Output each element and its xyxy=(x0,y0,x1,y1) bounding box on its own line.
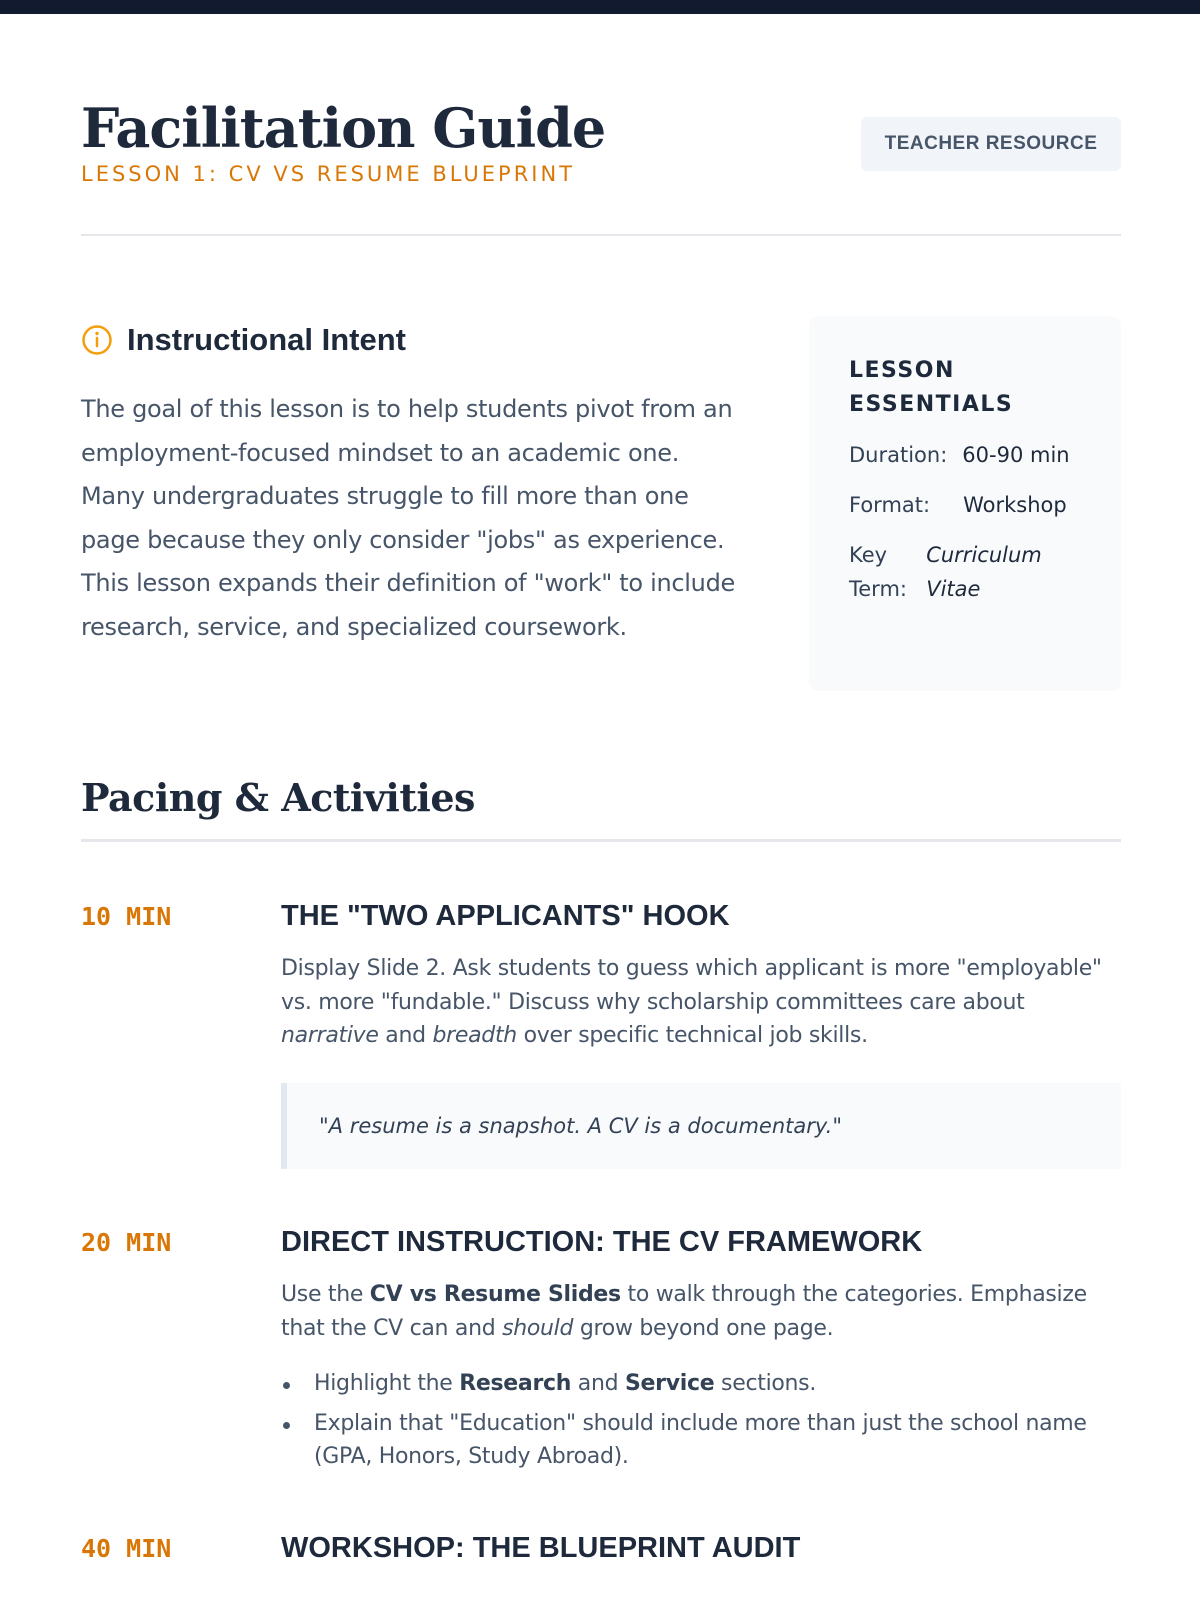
page-header xyxy=(81,96,1121,236)
activity-time: 20 MIN xyxy=(81,1228,172,1257)
duration-label: Duration: xyxy=(849,443,948,467)
duration-row xyxy=(849,438,1081,472)
description-text: over specific technical job skills. xyxy=(516,1023,868,1048)
activity-content xyxy=(281,1528,1121,1568)
key-term-value: Curriculum Vitae xyxy=(926,543,1042,601)
activity-title: WORKSHOP: THE BLUEPRINT AUDIT xyxy=(281,1532,801,1564)
essentials-title: LESSON ESSENTIALS xyxy=(849,358,1014,417)
pacing-title: Pacing & Activities xyxy=(81,775,475,820)
pacing-divider xyxy=(81,839,1121,842)
activity-bullet-list xyxy=(281,1367,1121,1474)
description-text: Display Slide 2. Ask students to guess which applicant is more "employable" vs. more "fundable." Discuss why scholarship committees care about xyxy=(281,956,1102,1015)
duration-value: 60-90 min xyxy=(962,443,1070,467)
intent-title: Instructional Intent xyxy=(127,322,406,357)
teacher-resource-badge: TEACHER RESOURCE xyxy=(861,117,1121,171)
bullet-strong: Service xyxy=(625,1371,715,1396)
emphasis-narrative: narrative xyxy=(281,1023,379,1048)
bullet-strong: Research xyxy=(459,1371,572,1396)
list-item: Explain that "Education" should include more than just the school name (GPA, Honors, Study Abroad). xyxy=(281,1407,1121,1474)
intent-body: The goal of this lesson is to help students pivot from an employment-focused mindset to an academic one. Many undergraduates struggle to fill more than one page because they only consider "jobs" as experience. This lesson expands their definition of "work" to include research, service, and specialized coursework. xyxy=(81,395,735,641)
activity-description xyxy=(281,1278,1121,1345)
top-bar xyxy=(0,0,1200,14)
format-label: Format: xyxy=(849,493,931,517)
activity-description xyxy=(281,952,1121,1053)
page-title: Facilitation Guide xyxy=(81,96,606,160)
bullet-text: sections. xyxy=(714,1371,817,1396)
description-text: Use the xyxy=(281,1282,370,1307)
key-term-label: Key Term: xyxy=(849,543,907,601)
emphasis-should: should xyxy=(502,1315,574,1341)
list-item xyxy=(281,1367,1121,1401)
activity-content xyxy=(281,1222,1121,1480)
activity-title: THE "TWO APPLICANTS" HOOK xyxy=(281,900,730,932)
emphasis-breadth: breadth xyxy=(432,1023,517,1048)
description-text: and xyxy=(378,1023,433,1048)
info-icon xyxy=(81,324,113,356)
activity-time: 10 MIN xyxy=(81,902,172,931)
description-text: to walk through the categories. Emphasize that the CV can and xyxy=(281,1282,1087,1341)
bullet-text: Highlight the xyxy=(314,1371,460,1396)
lesson-subtitle: LESSON 1: CV VS RESUME BLUEPRINT xyxy=(81,162,576,186)
activity-title: DIRECT INSTRUCTION: THE CV FRAMEWORK xyxy=(281,1226,923,1258)
format-value: Workshop xyxy=(963,493,1067,517)
key-term-row xyxy=(849,538,1081,606)
intent-heading-row xyxy=(81,320,741,360)
activity-time: 40 MIN xyxy=(81,1534,172,1563)
activity-quote: "A resume is a snapshot. A CV is a documentary." xyxy=(281,1083,1121,1169)
activity-content xyxy=(281,896,1121,1169)
lesson-essentials-card xyxy=(809,316,1121,691)
format-row xyxy=(849,488,1081,522)
slides-reference: CV vs Resume Slides xyxy=(369,1282,621,1307)
bullet-text: and xyxy=(571,1371,625,1396)
instructional-intent-section xyxy=(81,320,741,649)
description-text: grow beyond one page. xyxy=(573,1315,834,1341)
